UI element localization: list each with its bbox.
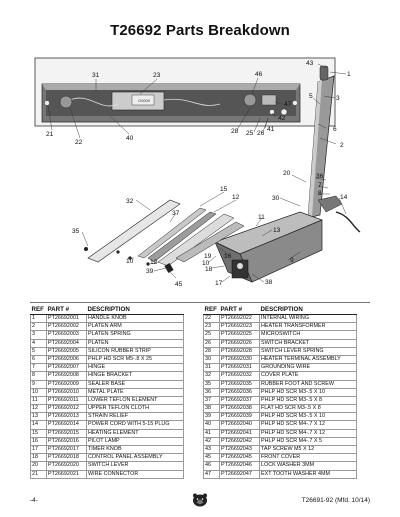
part-number-cell: PT26692013 (47, 413, 87, 421)
ref-cell: 36 (204, 388, 220, 396)
description-cell: HANDLE KNOB (87, 315, 184, 323)
callout-7: 7 (318, 182, 322, 189)
callout-21: 21 (46, 131, 54, 138)
parts-table-left (30, 305, 184, 479)
ref-cell: 46 (204, 462, 220, 470)
callout-6: 6 (333, 126, 337, 133)
part-number-cell: PT26692009 (47, 380, 87, 388)
part-number-cell: PT26692016 (47, 437, 87, 445)
col-part: PART # (220, 305, 260, 315)
ref-cell: 26 (204, 339, 220, 347)
part-number-cell: PT26692042 (220, 437, 260, 445)
ref-cell: 4 (31, 339, 47, 347)
table-row (204, 347, 357, 355)
part-number-cell: PT26692028 (220, 347, 260, 355)
callout-12: 12 (232, 194, 240, 201)
table-row (204, 454, 357, 462)
table-row (31, 429, 184, 437)
description-cell: SWITCH LEVER (87, 462, 184, 470)
part-number-cell: PT26692031 (220, 364, 260, 372)
table-row (204, 331, 357, 339)
part-number-cell: PT26692018 (47, 454, 87, 462)
grizzly-bear-icon (192, 493, 208, 507)
part-number-cell: PT26692022 (220, 315, 260, 323)
part-number-cell: PT26692012 (47, 405, 87, 413)
ref-cell: 5 (31, 347, 47, 355)
callout-3: 3 (336, 95, 340, 102)
description-cell: COVER PLATE (260, 372, 357, 380)
part-number-cell: PT26692040 (220, 421, 260, 429)
ref-cell: 21 (31, 470, 47, 478)
table-row (31, 380, 184, 388)
table-row (204, 364, 357, 372)
part-number-cell: PT26692025 (220, 331, 260, 339)
callout-2: 2 (340, 142, 344, 149)
part-number-cell: PT26692002 (47, 323, 87, 331)
table-row (31, 396, 184, 404)
callout-40: 40 (126, 135, 134, 142)
description-cell: UPPER TEFLON CLOTH (87, 405, 184, 413)
part-number-cell: PT26692036 (220, 388, 260, 396)
description-cell: INTERNAL WIRING (260, 315, 357, 323)
table-header-row (31, 305, 184, 315)
description-cell: POWER CORD WITH 5-15 PLUG (87, 421, 184, 429)
ref-cell: 15 (31, 429, 47, 437)
ref-cell: 16 (31, 437, 47, 445)
part-number-cell: PT26692032 (220, 372, 260, 380)
description-cell: PHLP HD SCR M4-.7 X 12 (260, 429, 357, 437)
part-number-cell: PT26692038 (220, 405, 260, 413)
callout-30: 30 (272, 195, 280, 202)
table-row (31, 421, 184, 429)
col-desc: DESCRIPTION (87, 305, 184, 315)
ref-cell: 25 (204, 331, 220, 339)
ref-cell: 30 (204, 355, 220, 363)
ref-cell: 23 (204, 323, 220, 331)
description-cell: SEALER BASE (87, 380, 184, 388)
part-number-cell: PT26692041 (220, 429, 260, 437)
callout-11: 11 (258, 214, 265, 221)
ref-cell: 40 (204, 421, 220, 429)
part-number-cell: PT26692045 (220, 454, 260, 462)
ref-cell: 9 (31, 380, 47, 388)
part-number-cell: PT26692008 (47, 372, 87, 380)
callout-13: 13 (273, 227, 281, 234)
col-desc: DESCRIPTION (260, 305, 357, 315)
callout-42: 42 (278, 115, 286, 122)
part-number-cell: PT26692007 (47, 364, 87, 372)
ref-cell: 47 (204, 470, 220, 478)
callout-8: 8 (318, 190, 322, 197)
table-row (31, 372, 184, 380)
table-row (31, 323, 184, 331)
col-ref: REF (204, 305, 220, 315)
description-cell: PLATEN (87, 339, 184, 347)
callout-37: 37 (172, 210, 180, 217)
callout-9: 9 (290, 257, 294, 264)
description-cell: SILICON RUBBER STRIP (87, 347, 184, 355)
part-number-cell: PT26692043 (220, 446, 260, 454)
description-cell: HINGE (87, 364, 184, 372)
description-cell: TAP SCREW M5 X 12 (260, 446, 357, 454)
description-cell: HEATING ELEMENT (87, 429, 184, 437)
ref-cell: 41 (204, 429, 220, 437)
callout-35: 35 (72, 228, 80, 235)
description-cell: FLAT HD SCR M3-.5 X 8 (260, 405, 357, 413)
callout-17: 17 (215, 280, 223, 287)
part-number-cell: PT26692001 (47, 315, 87, 323)
callout-41: 41 (267, 126, 275, 133)
ref-cell: 28 (204, 347, 220, 355)
table-row (204, 421, 357, 429)
description-cell: PHLP HD SCR M5-.8 X 25 (87, 355, 184, 363)
table-row (204, 446, 357, 454)
table-row (204, 339, 357, 347)
table-row (204, 405, 357, 413)
callout-45: 45 (175, 281, 183, 288)
machine-label: G0000 (138, 98, 151, 103)
callout-20: 20 (283, 170, 291, 177)
description-cell: GROUNDING WIRE (260, 364, 357, 372)
part-number-cell: PT26692046 (220, 462, 260, 470)
description-cell: EXT TOOTH WASHER 4MM (260, 470, 357, 478)
table-row (204, 413, 357, 421)
part-number-cell: PT26692047 (220, 470, 260, 478)
description-cell: PLATEN ARM (87, 323, 184, 331)
table-row (31, 470, 184, 478)
table-row (31, 388, 184, 396)
description-cell: HEATER TERMINAL ASSEMBLY (260, 355, 357, 363)
col-ref: REF (31, 305, 47, 315)
table-row (31, 331, 184, 339)
part-number-cell: PT26692039 (220, 413, 260, 421)
table-row (204, 388, 357, 396)
callout-1: 1 (347, 71, 351, 78)
ref-cell: 7 (31, 364, 47, 372)
table-row (204, 355, 357, 363)
callout-14: 14 (340, 194, 348, 201)
exploded-strips-illustration (84, 200, 244, 273)
description-cell: CONTROL PANEL ASSEMBLY (87, 454, 184, 462)
description-cell: MICROSWITCH (260, 331, 357, 339)
ref-cell: 38 (204, 405, 220, 413)
table-row (204, 315, 357, 323)
description-cell: TIMER KNOB (87, 446, 184, 454)
ref-cell: 32 (204, 372, 220, 380)
callout-43: 43 (306, 60, 314, 67)
callout-36: 36 (316, 173, 324, 180)
description-cell: PHLP HD SCR M3-.5 X 10 (260, 388, 357, 396)
ref-cell: 37 (204, 396, 220, 404)
table-row (31, 355, 184, 363)
description-cell: SWITCH BRACKET (260, 339, 357, 347)
ref-cell: 1 (31, 315, 47, 323)
description-cell: PHLP HD SCR M4-.7 X 12 (260, 421, 357, 429)
description-cell: HINGE BRACKET (87, 372, 184, 380)
callout-10b: 10 (202, 260, 210, 267)
table-row (204, 372, 357, 380)
ref-cell: 39 (204, 413, 220, 421)
ref-cell: 8 (31, 372, 47, 380)
document-id: T26691-92 (Mfd. 10/14) (301, 497, 370, 504)
ref-cell: 31 (204, 364, 220, 372)
table-row (204, 429, 357, 437)
part-number-cell: PT26692017 (47, 446, 87, 454)
part-number-cell: PT26692035 (220, 380, 260, 388)
callout-26: 26 (257, 130, 265, 137)
ref-cell: 17 (31, 446, 47, 454)
part-number-cell: PT26692010 (47, 388, 87, 396)
part-number-cell: PT26692030 (220, 355, 260, 363)
table-row (31, 405, 184, 413)
description-cell: PHLP HD SCR M3-.5 X 8 (260, 396, 357, 404)
ref-cell: 22 (204, 315, 220, 323)
ref-cell: 35 (204, 380, 220, 388)
description-cell: WIRE CONNECTOR (87, 470, 184, 478)
callout-12b: 12 (150, 259, 158, 266)
ref-cell: 43 (204, 446, 220, 454)
description-cell: SWITCH LEVER SPRING (260, 347, 357, 355)
part-number-cell: PT26692021 (47, 470, 87, 478)
description-cell: LOWER TEFLON ELEMENT (87, 396, 184, 404)
description-cell: LOCK WASHER 3MM (260, 462, 357, 470)
callout-28: 28 (231, 128, 239, 135)
ref-cell: 6 (31, 355, 47, 363)
description-cell: HEATER TRANSFORMER (260, 323, 357, 331)
table-row (31, 339, 184, 347)
table-row (31, 454, 184, 462)
callout-10: 10 (126, 258, 134, 265)
table-row (204, 323, 357, 331)
description-cell: PHLP HD SCR M4-.7 X 5 (260, 437, 357, 445)
ref-cell: 13 (31, 413, 47, 421)
callout-5: 5 (309, 93, 313, 100)
table-row (31, 347, 184, 355)
callout-18: 18 (205, 266, 213, 273)
table-row (204, 462, 357, 470)
callout-19: 19 (204, 253, 212, 260)
inner-view-panel (35, 58, 335, 126)
callout-31: 31 (92, 72, 100, 79)
callout-25: 25 (246, 130, 254, 137)
col-part: PART # (47, 305, 87, 315)
ref-cell: 12 (31, 405, 47, 413)
sealer-base-illustration (215, 196, 360, 282)
page-title: T26692 Parts Breakdown (110, 22, 290, 39)
description-cell: PHLP HD SCR M3-.5 X 10 (260, 413, 357, 421)
callout-47: 47 (284, 101, 292, 108)
callout-23: 23 (153, 72, 161, 79)
table-row (204, 437, 357, 445)
part-number-cell: PT26692020 (47, 462, 87, 470)
table-row (204, 396, 357, 404)
part-number-cell: PT26692011 (47, 396, 87, 404)
part-number-cell: PT26692003 (47, 331, 87, 339)
part-number-cell: PT26692004 (47, 339, 87, 347)
part-number-cell: PT26692015 (47, 429, 87, 437)
ref-cell: 18 (31, 454, 47, 462)
table-row (31, 446, 184, 454)
callout-22: 22 (75, 139, 83, 146)
top-divider (30, 302, 370, 303)
table-row (204, 470, 357, 478)
table-row (204, 380, 357, 388)
parts-table-right (203, 305, 357, 479)
ref-cell: 3 (31, 331, 47, 339)
description-cell: PILOT LAMP (87, 437, 184, 445)
table-header-row (204, 305, 357, 315)
callout-46: 46 (255, 71, 263, 78)
callout-39: 39 (146, 268, 154, 275)
ref-cell: 2 (31, 323, 47, 331)
ref-cell: 45 (204, 454, 220, 462)
description-cell: PLATEN SPRING (87, 331, 184, 339)
part-number-cell: PT26692023 (220, 323, 260, 331)
ref-cell: 20 (31, 462, 47, 470)
ref-cell: 11 (31, 396, 47, 404)
description-cell: STRAIN RELIEF (87, 413, 184, 421)
callout-38: 38 (265, 279, 273, 286)
part-number-cell: PT26692014 (47, 421, 87, 429)
description-cell: FRONT COVER (260, 454, 357, 462)
page-number: -4- (30, 497, 38, 504)
table-row (31, 437, 184, 445)
callout-15: 15 (220, 186, 228, 193)
part-number-cell: PT26692005 (47, 347, 87, 355)
part-number-cell: PT26692006 (47, 355, 87, 363)
ref-cell: 42 (204, 437, 220, 445)
part-number-cell: PT26692037 (220, 396, 260, 404)
ref-cell: 14 (31, 421, 47, 429)
callout-32: 32 (126, 198, 134, 205)
table-row (31, 315, 184, 323)
table-row (31, 462, 184, 470)
table-row (31, 364, 184, 372)
part-number-cell: PT26692026 (220, 339, 260, 347)
callout-16: 16 (224, 253, 232, 260)
description-cell: METAL PLATE (87, 388, 184, 396)
ref-cell: 10 (31, 388, 47, 396)
table-row (31, 413, 184, 421)
description-cell: RUBBER FOOT AND SCREW (260, 380, 357, 388)
